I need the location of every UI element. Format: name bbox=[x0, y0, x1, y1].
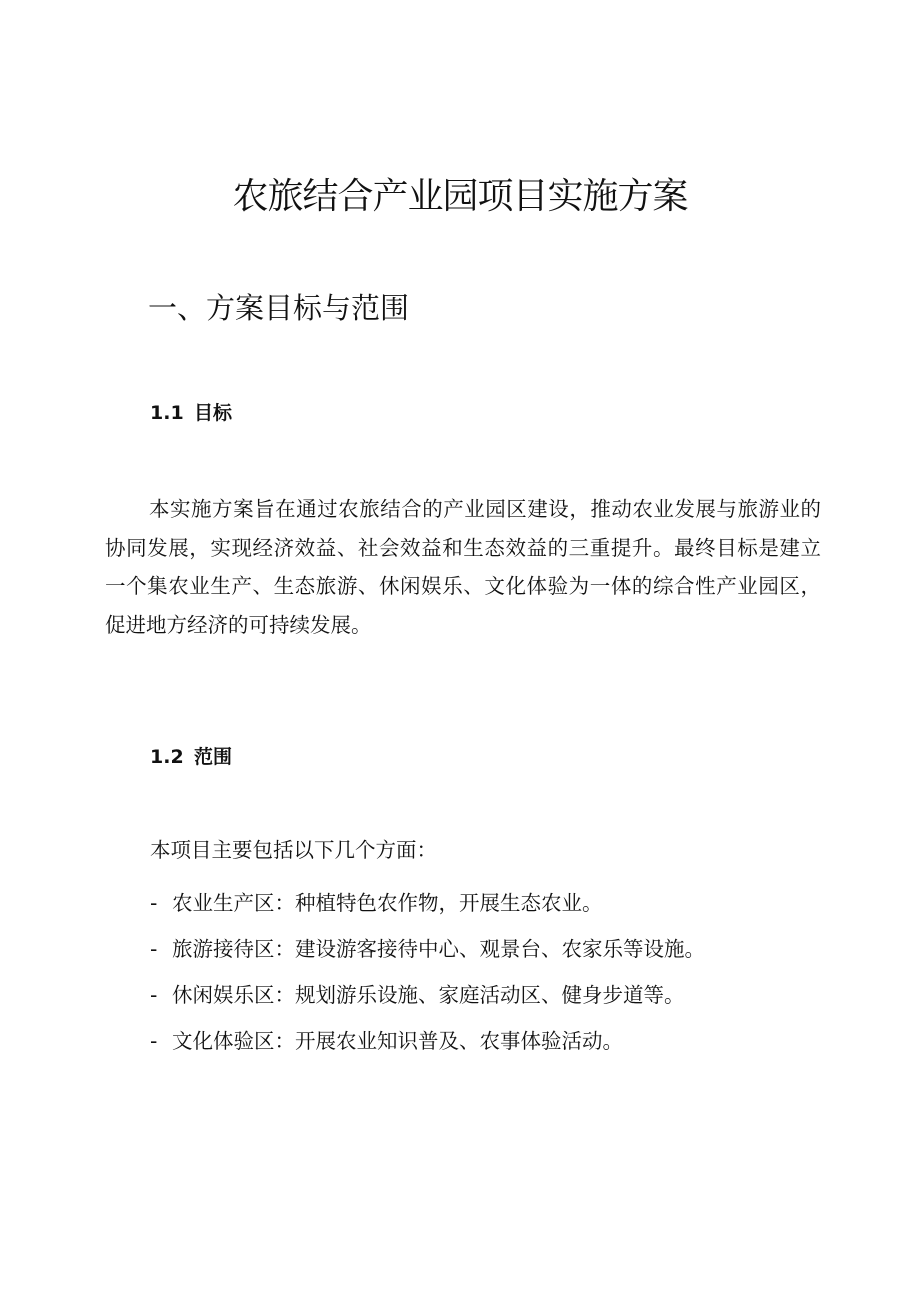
list-item bbox=[150, 1018, 705, 1064]
subheading-number: 1.2 bbox=[150, 746, 184, 768]
list-item-text: 旅游接待区：建设游客接待中心、观景台、农家乐等设施。 bbox=[172, 937, 705, 961]
list-item-text: 文化体验区：开展农业知识普及、农事体验活动。 bbox=[172, 1029, 623, 1053]
scope-list bbox=[150, 880, 705, 1064]
subheading-goal bbox=[150, 399, 232, 427]
document-title: 农旅结合产业园项目实施方案 bbox=[232, 176, 688, 217]
list-item bbox=[150, 972, 705, 1018]
list-item-text: 休闲娱乐区：规划游乐设施、家庭活动区、健身步道等。 bbox=[172, 983, 685, 1007]
subheading-label: 范围 bbox=[194, 746, 233, 768]
list-item-text: 农业生产区：种植特色农作物，开展生态农业。 bbox=[172, 891, 603, 915]
list-item bbox=[150, 926, 705, 972]
list-bullet: - bbox=[150, 937, 158, 961]
goal-paragraph: 本实施方案旨在通过农旅结合的产业园区建设，推动农业发展与旅游业的协同发展，实现经济效益、社会效益和生态效益的三重提升。最终目标是建立一个集农业生产、生态旅游、休闲娱乐、文化体验为一体的综合性产业园区，促进地方经济的可持续发展。 bbox=[105, 497, 821, 637]
list-item bbox=[150, 880, 705, 926]
subheading-number: 1.1 bbox=[150, 402, 184, 424]
list-bullet: - bbox=[150, 891, 158, 915]
section-heading: 一、方案目标与范围 bbox=[148, 291, 410, 325]
list-bullet: - bbox=[150, 1029, 158, 1053]
list-bullet: - bbox=[150, 983, 158, 1007]
subheading-label: 目标 bbox=[194, 402, 233, 424]
subheading-scope bbox=[150, 743, 232, 771]
scope-intro: 本项目主要包括以下几个方面： bbox=[150, 838, 437, 862]
